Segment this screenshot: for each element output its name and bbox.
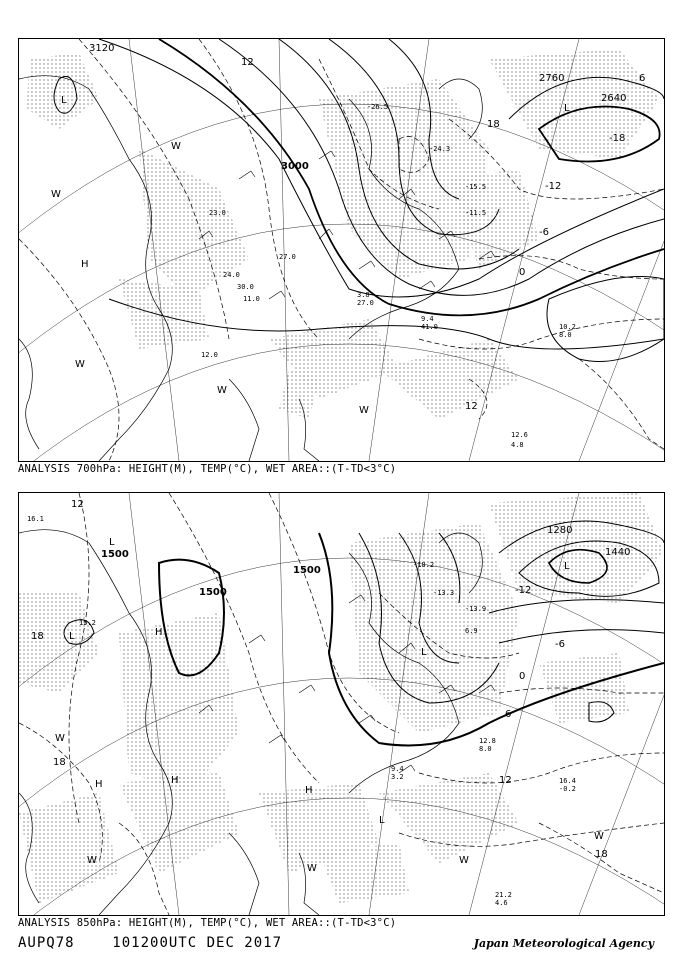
- station-value: 12.0: [201, 351, 218, 359]
- station-value: 11.0: [243, 295, 260, 303]
- station-value: 3.8: [357, 291, 370, 299]
- station-value: 24.0: [223, 271, 240, 279]
- temp-label: 0: [519, 267, 526, 278]
- station-value: 9.4: [391, 765, 404, 773]
- chart-code: AUPQ78: [18, 935, 75, 951]
- caption-700hpa: ANALYSIS 700hPa: HEIGHT(M), TEMP(°C), WET AREA::(T-TD<3°C): [18, 463, 397, 475]
- station-value: 23.0: [209, 209, 226, 217]
- low-center-marker: L: [61, 95, 67, 106]
- high-center-marker: H: [81, 259, 89, 270]
- warm-marker: W: [51, 189, 61, 200]
- warm-marker: W: [307, 863, 317, 874]
- height-label: 1500: [101, 549, 129, 560]
- agency-name: Japan Meteorological Agency: [473, 937, 654, 950]
- caption-850hpa: ANALYSIS 850hPa: HEIGHT(M), TEMP(°C), WET AREA::(T-TD<3°C): [18, 917, 397, 929]
- height-label: 3120: [89, 43, 115, 54]
- temp-label: -6: [539, 227, 549, 238]
- station-value: 9.4: [421, 315, 434, 323]
- station-value: -26.5: [367, 103, 389, 111]
- station-value: 30.0: [237, 283, 254, 291]
- low-center-marker: L: [564, 103, 570, 114]
- warm-marker: W: [459, 855, 469, 866]
- temp-label: 18: [53, 757, 66, 768]
- station-value: -18.2: [413, 561, 435, 569]
- station-value: 16.4: [559, 777, 576, 785]
- low-center-marker: L: [564, 561, 570, 572]
- temp-label: 18: [487, 119, 500, 130]
- warm-marker: W: [55, 733, 65, 744]
- station-value: 3.2: [391, 773, 404, 781]
- temp-label: -12: [545, 181, 562, 192]
- high-center-marker: H: [95, 779, 103, 790]
- temp-label: 12: [241, 57, 254, 68]
- height-label: 1500: [293, 565, 321, 576]
- station-value: 4.8: [511, 441, 524, 449]
- high-center-marker: H: [305, 785, 313, 796]
- warm-marker: W: [75, 359, 85, 370]
- temp-label: 12: [71, 499, 84, 510]
- temp-label: -18: [609, 133, 626, 144]
- low-center-marker: L: [379, 815, 385, 826]
- height-label: 1280: [547, 525, 573, 536]
- station-value: -15.5: [465, 183, 487, 191]
- temp-label: -12: [515, 585, 532, 596]
- station-value: -11.5: [465, 209, 487, 217]
- station-value: 12.8: [479, 737, 496, 745]
- station-value: -0.2: [559, 785, 576, 793]
- map-panel-700hpa: [18, 38, 665, 462]
- temp-label: 12: [465, 401, 478, 412]
- height-label: 3000: [281, 161, 309, 172]
- station-value: 16.1: [27, 515, 44, 523]
- station-value: 15.2: [79, 619, 96, 627]
- chart-id-and-time: [18, 935, 282, 951]
- station-value: 4.6: [495, 899, 508, 907]
- map-700hpa-svg: [19, 39, 664, 461]
- warm-marker: W: [87, 855, 97, 866]
- height-label: 1500: [199, 587, 227, 598]
- valid-time: 101200UTC DEC 2017: [112, 935, 283, 951]
- temp-label: 6: [639, 73, 646, 84]
- warm-marker: W: [359, 405, 369, 416]
- station-value: -24.3: [429, 145, 451, 153]
- height-label: 1440: [605, 547, 631, 558]
- temp-label: -6: [555, 639, 565, 650]
- height-label: 2760: [539, 73, 565, 84]
- temp-label: 12: [499, 775, 512, 786]
- station-value: -13.3: [433, 589, 455, 597]
- low-center-marker: L: [421, 647, 427, 658]
- station-value: 12.6: [511, 431, 528, 439]
- station-value: 27.0: [279, 253, 296, 261]
- low-center-marker: L: [109, 537, 115, 548]
- temp-label: 0: [519, 671, 526, 682]
- map-panel-850hpa: [18, 492, 665, 916]
- warm-marker: W: [594, 831, 604, 842]
- map-850hpa-svg: [19, 493, 664, 915]
- station-value: 27.0: [357, 299, 374, 307]
- warm-marker: W: [171, 141, 181, 152]
- high-center-marker: H: [155, 627, 163, 638]
- station-value: 8.0: [559, 331, 572, 339]
- station-value: 6.9: [465, 627, 478, 635]
- low-center-marker: L: [69, 631, 75, 642]
- station-value: -13.9: [465, 605, 487, 613]
- warm-marker: W: [217, 385, 227, 396]
- height-label: 2640: [601, 93, 627, 104]
- temp-label: 18: [31, 631, 44, 642]
- station-value: 8.0: [479, 745, 492, 753]
- temp-label: 6: [505, 709, 512, 720]
- station-value: 21.2: [495, 891, 512, 899]
- station-value: 10.2: [559, 323, 576, 331]
- station-value: 41.0: [421, 323, 438, 331]
- temp-label: 18: [595, 849, 608, 860]
- high-center-marker: H: [171, 775, 179, 786]
